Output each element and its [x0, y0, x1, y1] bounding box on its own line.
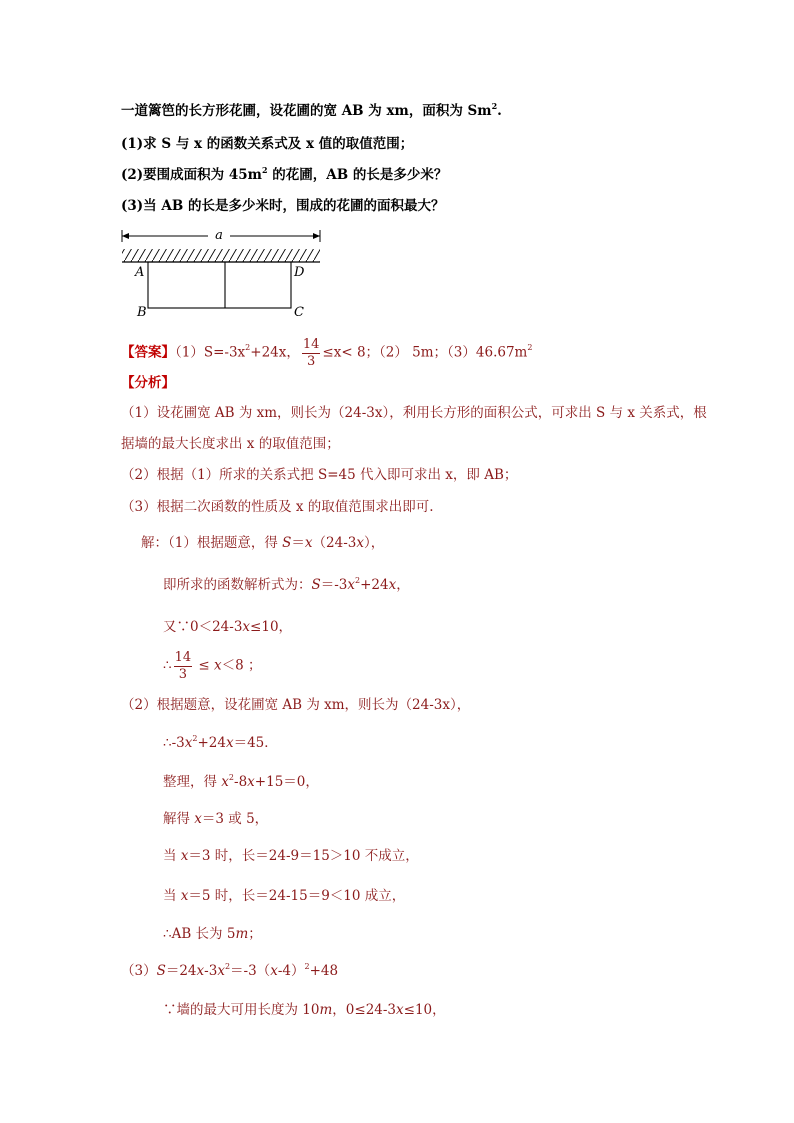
analysis-line-4: （3）根据二次函数的性质及 x 的取值范围求出即可. — [121, 499, 434, 515]
analysis-line-1: （1）设花圃宽 AB 为 xm，则长为（24-3x），利用长方形的面积公式，可求出 S 与 x 关系式，根 — [121, 405, 707, 421]
solution-line-10: 当 x＝5 时，长＝24-15＝9＜10 成立， — [163, 888, 406, 904]
garden-diagram — [118, 224, 328, 322]
fraction-14-3: $\frac{14}{3}$ — [302, 337, 320, 369]
wall-hatching — [122, 249, 320, 262]
question-part-3: (3)当 AB 的长是多少米时，围成的花圃的面积最大？ — [121, 198, 445, 214]
arrow-left-icon — [122, 233, 129, 239]
fraction-14-3-solution: $\frac{14}{3}$ — [174, 650, 192, 682]
solution-line-7: 整理，得 $x^2-8x+15=0$， — [163, 772, 319, 790]
solution-line-13: ∵墙的最大可用长度为 10m，0≤24-3x≤10， — [163, 1002, 446, 1018]
solution-line-5: （2）根据题意，设花圃宽 AB 为 xm，则长为（24-3x）， — [121, 697, 471, 713]
label-C: C — [294, 305, 304, 320]
label-B: B — [137, 305, 147, 320]
question-part-1: (1)求 S 与 x 的函数关系式及 x 值的取值范围； — [121, 136, 414, 152]
question-intro: 一道篱笆的长方形花圃，设花圃的宽 AB 为 xm，面积为 Sm$^2$. — [121, 100, 502, 119]
arrow-right-icon — [313, 233, 320, 239]
answer-line: 【答案】$(1)S=-3x^2+24x$， $\frac{14}{3}$ ≤x< 8；（2） 5m；$(3)46.67m^2$ — [121, 337, 533, 369]
solution-line-1: 解：（1）根据题意，得 S＝x（24-3x）， — [141, 535, 385, 551]
solution-line-3: 又∵0＜24-3x≤10， — [163, 619, 293, 635]
question-part-2: (2)要围成面积为 $45m^2$ 的花圃，AB 的长是多少米？ — [121, 164, 448, 183]
analysis-line-2: 据墙的最大长度求出 x 的取值范围； — [121, 436, 340, 452]
fence-rectangle — [148, 262, 291, 308]
label-D: D — [294, 265, 305, 280]
solution-line-4: ∴ $\frac{14}{3}$ ≤ x＜8 ； — [163, 650, 262, 682]
solution-line-12: $(3)S=24x-3x^2=-3(x-4)^2+48$ — [121, 961, 339, 979]
answer-tag: 【答案】 — [121, 344, 175, 361]
solution-line-6: $\therefore-3x^2+24x=45$． — [163, 733, 278, 751]
label-A: A — [135, 265, 145, 280]
analysis-line-3: （2）根据（1）所求的关系式把 S=45 代入即可求出 x，即 AB； — [121, 467, 518, 483]
solution-line-8: 解得 x＝3 或 5， — [163, 811, 269, 827]
label-a: a — [215, 228, 223, 243]
solution-line-11: ∴AB 长为 5m； — [163, 926, 262, 942]
solution-line-9: 当 x＝3 时，长＝24-9＝15＞10 不成立， — [163, 848, 419, 864]
analysis-tag: 【分析】 — [121, 375, 175, 391]
solution-line-2: 即所求的函数解析式为：$S=-3x^2+24x$， — [163, 575, 410, 593]
